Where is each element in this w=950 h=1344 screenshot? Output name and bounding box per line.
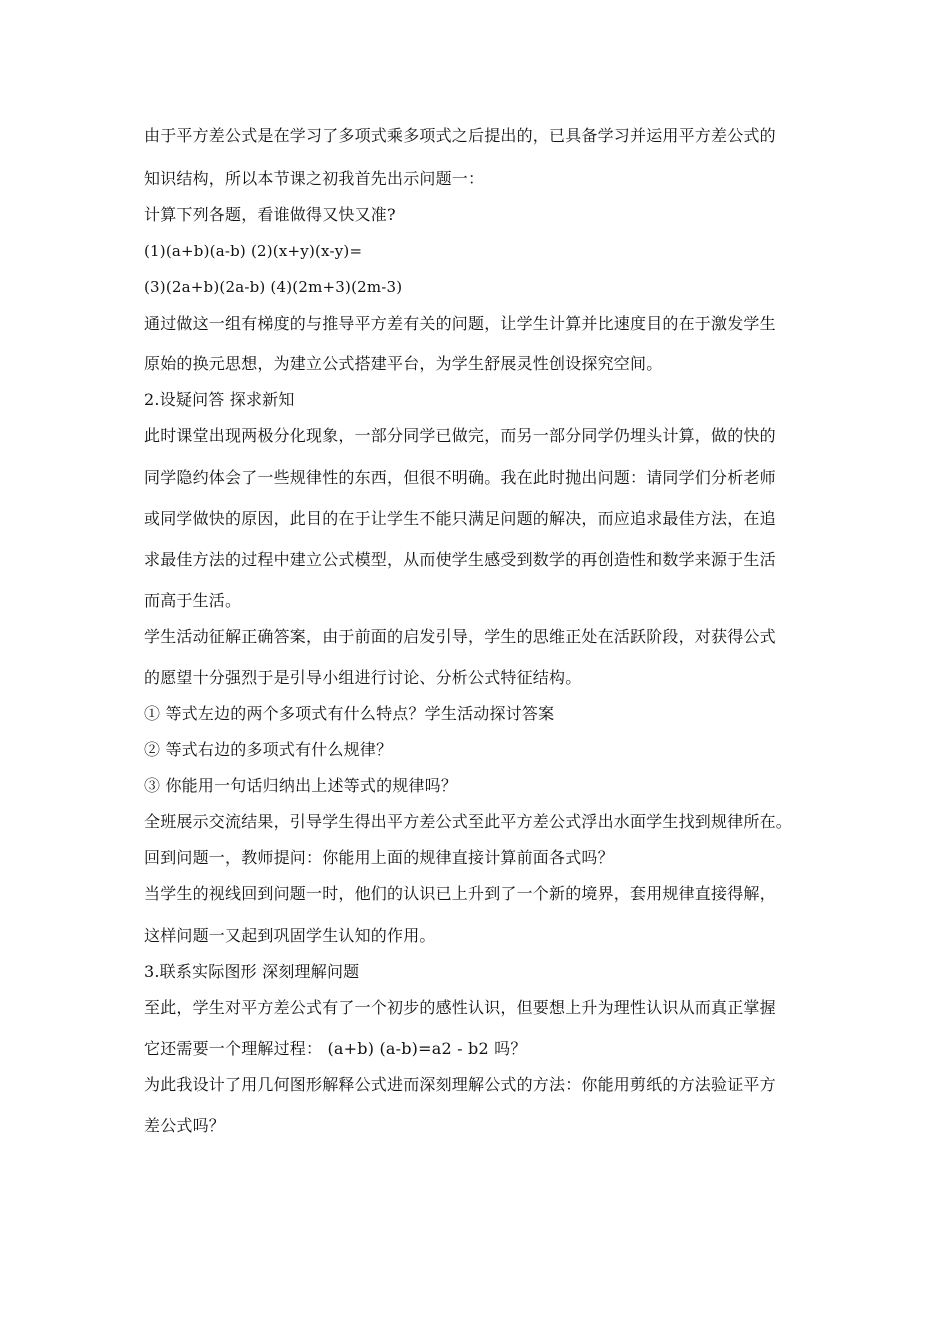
paragraph-line: 或同学做快的原因，此目的在于让学生不能只满足问题的解决，而应追求最佳方法，在追 (144, 509, 776, 528)
paragraph-line: 这样问题一又起到巩固学生认知的作用。 (144, 926, 436, 945)
paragraph-line: 回到问题一，教师提问：你能用上面的规律直接计算前面各式吗？ (144, 848, 614, 867)
paragraph-line: 而高于生活。 (144, 591, 242, 610)
paragraph-line: 的愿望十分强烈于是引导小组进行讨论、分析公式特征结构。 (144, 668, 582, 687)
paragraph-line: 学生活动征解正确答案，由于前面的启发引导，学生的思维正处在活跃阶段，对获得公式 (144, 627, 776, 646)
paragraph-line: 当学生的视线回到问题一时，他们的认识已上升到了一个新的境界，套用规律直接得解， (144, 884, 776, 903)
paragraph-line: 求最佳方法的过程中建立公式模型，从而使学生感受到数学的再创造性和数学来源于生活 (144, 550, 776, 569)
paragraph-line: 全班展示交流结果，引导学生得出平方差公式至此平方差公式浮出水面学生找到规律所在。 (144, 812, 793, 831)
paragraph-line: 通过做这一组有梯度的与推导平方差有关的问题，让学生计算并比速度目的在于激发学生 (144, 314, 776, 333)
list-item: ② 等式右边的多项式有什么规律？ (144, 740, 393, 759)
paragraph-line: 至此，学生对平方差公式有了一个初步的感性认识，但要想上升为理性认识从而真正掌握 (144, 998, 776, 1017)
paragraph-line: 由于平方差公式是在学习了多项式乘多项式之后提出的，已具备学习并运用平方差公式的 (144, 126, 776, 145)
paragraph-line: 计算下列各题，看谁做得又快又准? (144, 205, 396, 224)
exercise-line: (1)(a+b)(a-b) (2)(x+y)(x-y)= (144, 242, 363, 260)
exercise-line: (3)(2a+b)(2a-b) (4)(2m+3)(2m-3) (144, 278, 403, 296)
paragraph-line: 原始的换元思想，为建立公式搭建平台，为学生舒展灵性创设探究空间。 (144, 354, 663, 373)
paragraph-line: 同学隐约体会了一些规律性的东西，但很不明确。我在此时抛出问题：请同学们分析老师 (144, 468, 776, 487)
paragraph-line: 差公式吗？ (144, 1116, 226, 1135)
paragraph-line: 为此我设计了用几何图形解释公式进而深刻理解公式的方法：你能用剪纸的方法验证平方 (144, 1075, 776, 1094)
list-item: ③ 你能用一句话归纳出上述等式的规律吗？ (144, 776, 458, 795)
paragraph-line: 此时课堂出现两极分化现象，一部分同学已做完，而另一部分同学仍埋头计算，做的快的 (144, 426, 776, 445)
paragraph-line: 知识结构，所以本节课之初我首先出示问题一： (144, 169, 485, 188)
section-heading: 2.设疑问答 探求新知 (144, 390, 295, 409)
list-item: ① 等式左边的两个多项式有什么特点？学生活动探讨答案 (144, 704, 555, 723)
section-heading: 3.联系实际图形 深刻理解问题 (144, 962, 360, 981)
formula-line: 它还需要一个理解过程： (a+b) (a-b)=a2 - b2 吗？ (144, 1039, 527, 1058)
